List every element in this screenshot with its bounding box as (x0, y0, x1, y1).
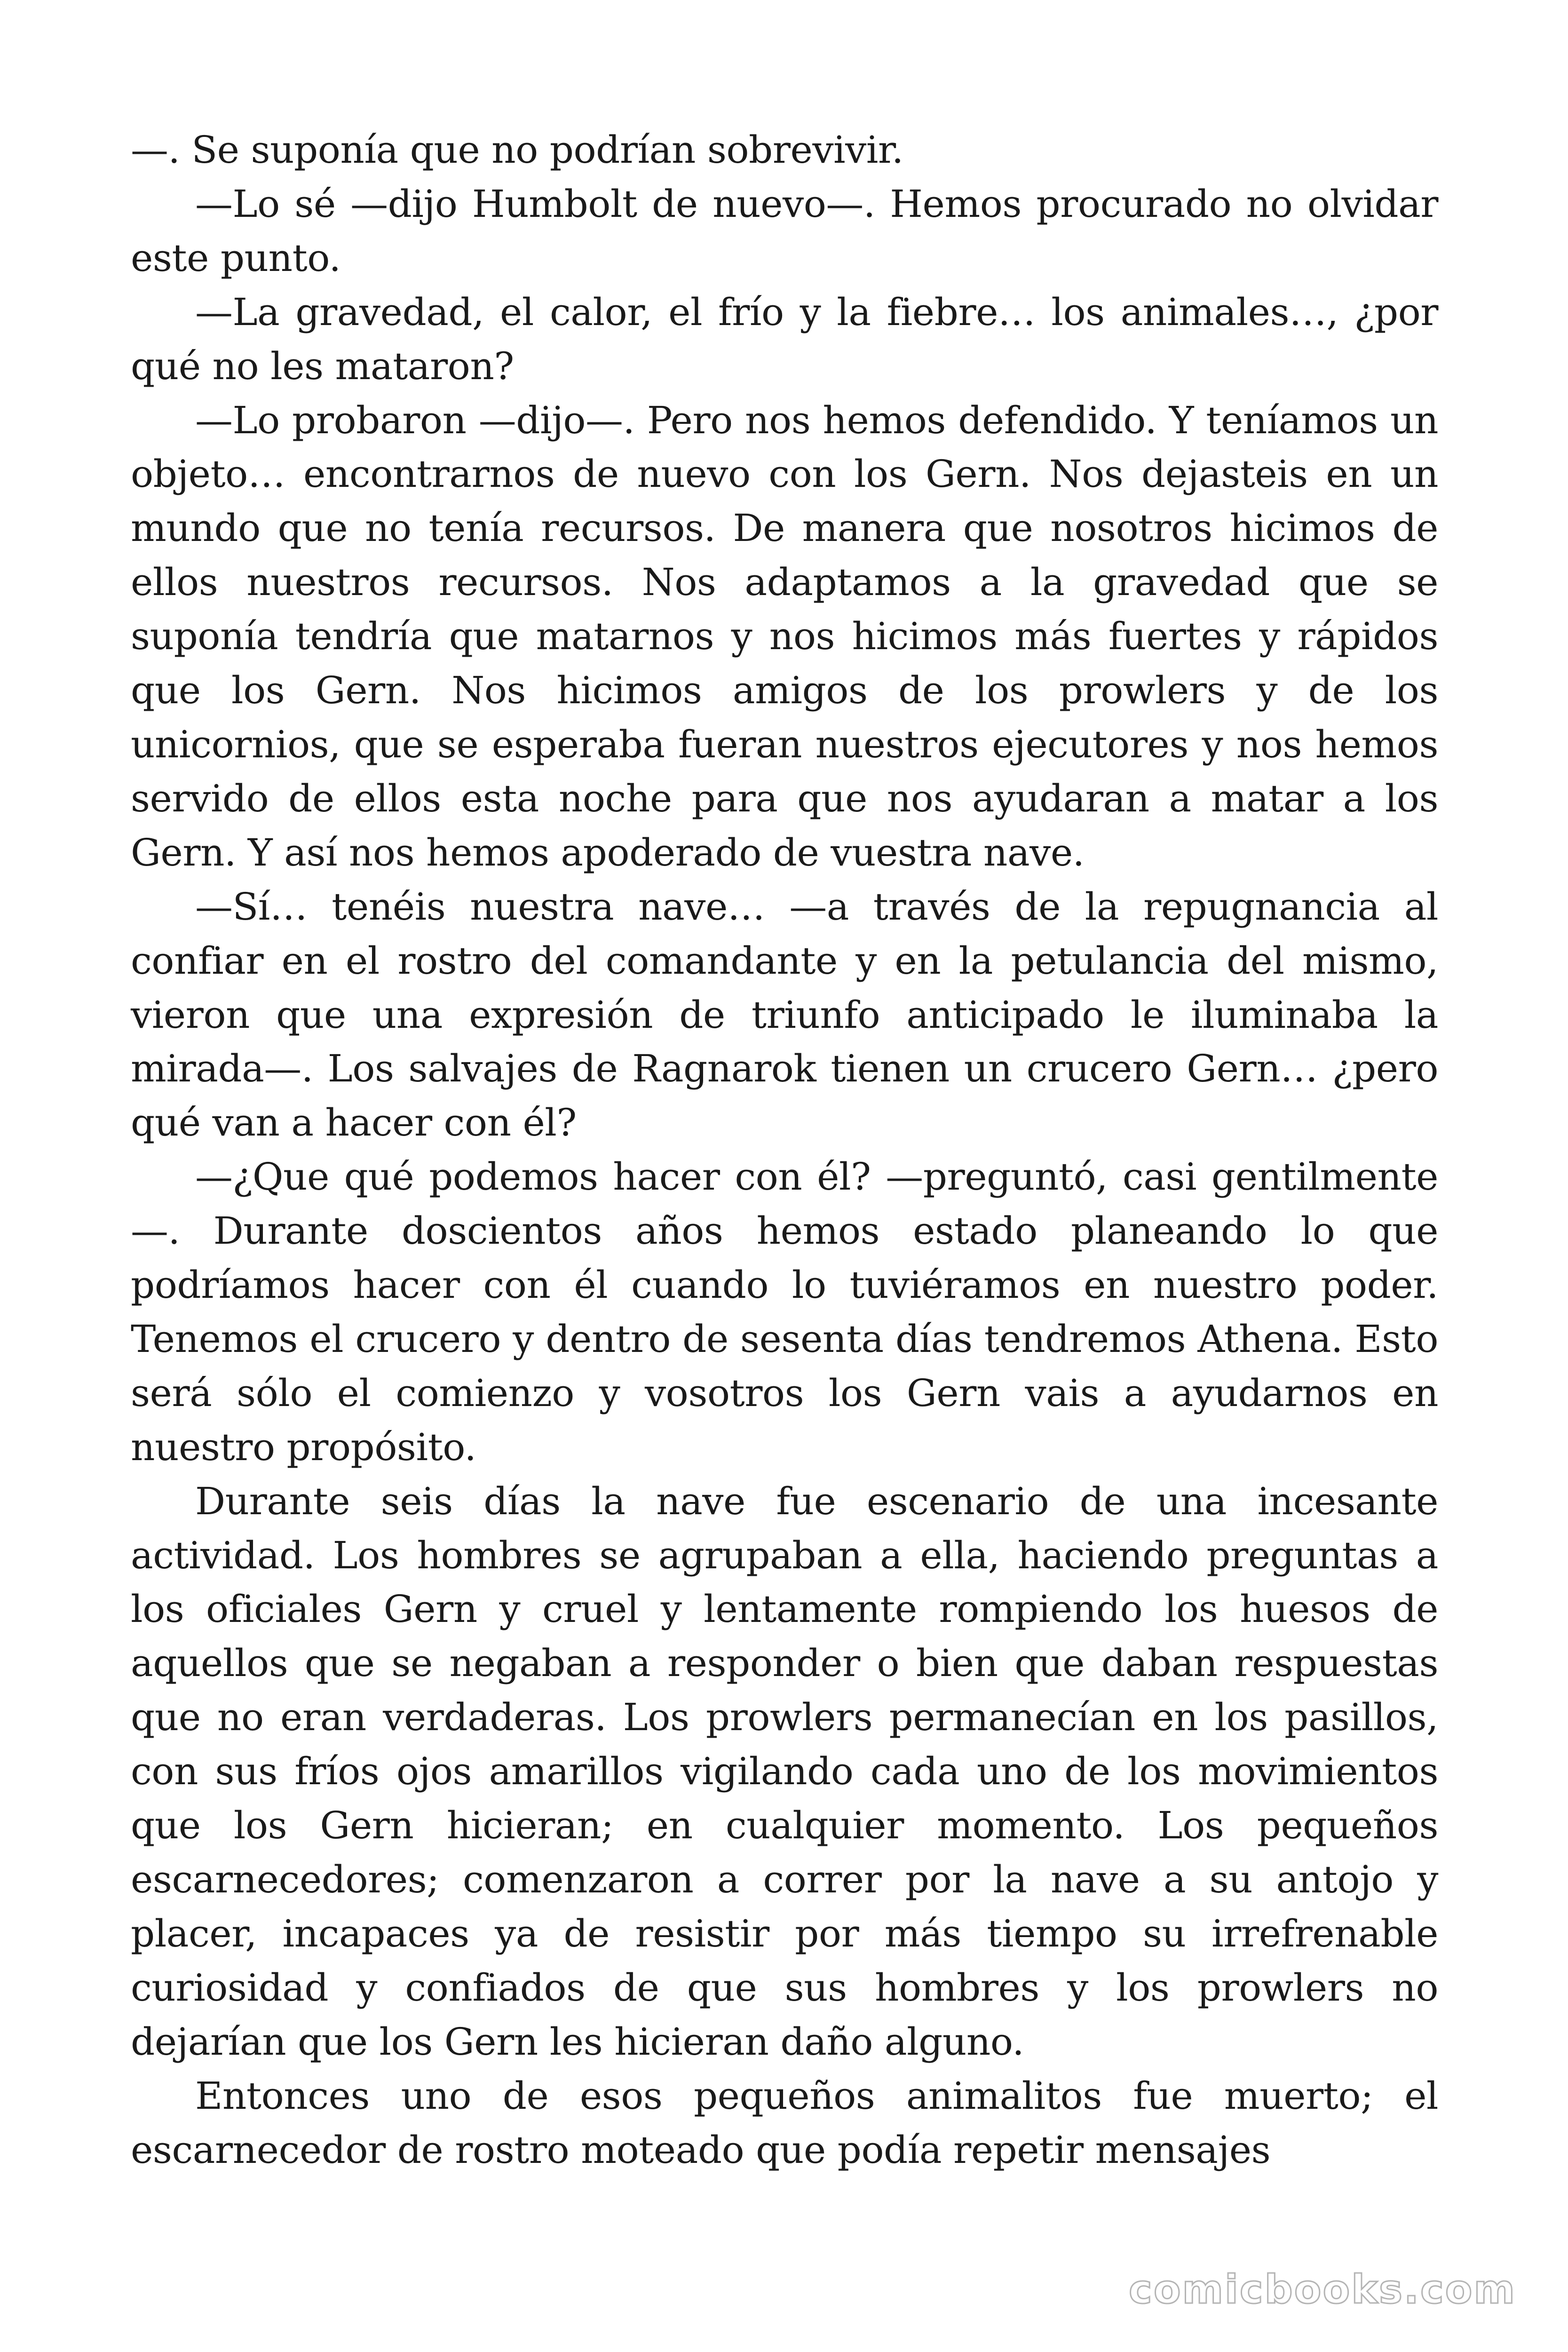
paragraph-6: —¿Que qué podemos hacer con él? —preguntó, casi gentilmente —. Durante doscientos años hemos estado planeando lo que podríamos hacer con él cuando lo tuviéramos en nuestro poder. Tenemos el crucero y dentro de sesenta días tendremos Athena. Esto será sólo el comienzo y vosotros los Gern vais a ayudarnos en nuestro propósito. (131, 1155, 1438, 1469)
paragraph-3: —La gravedad, el calor, el frío y la fiebre… los animales…, ¿por qué no les mataron? (131, 290, 1438, 388)
paragraph-7: Durante seis días la nave fue escenario de una incesante actividad. Los hombres se agrupaban a ella, haciendo preguntas a los oficiales Gern y cruel y lentamente rompiendo los huesos de aquellos que se negaban a responder o bien que daban respuestas que no eran verdaderas. Los prowlers permanecían en los pasillos, con sus fríos ojos amarillos vigilando cada uno de los movimientos que los Gern hicieran; en cualquier momento. Los pequeños escarnecedores; comenzaron a correr por la nave a su antojo y placer, incapaces ya de resistir por más tiempo su irrefrenable curiosidad y confiados de que sus hombres y los prowlers no dejarían que los Gern les hicieran daño alguno. (131, 1479, 1438, 2064)
body-text (131, 123, 1438, 2177)
watermark-logo: comicbooks.com (1129, 2266, 1516, 2312)
paragraph-2: —Lo sé —dijo Humbolt de nuevo—. Hemos procurado no olvidar este punto. (131, 182, 1438, 280)
paragraph-8: Entonces uno de esos pequeños animalitos fue muerto; el escarnecedor de rostro moteado que podía repetir mensajes (131, 2074, 1438, 2172)
paragraph-1: —. Se suponía que no podrían sobrevivir. (131, 128, 903, 172)
paragraph-4: —Lo probaron —dijo—. Pero nos hemos defendido. Y teníamos un objeto… encontrarnos de nuevo con los Gern. Nos dejasteis en un mundo que no tenía recursos. De manera que nosotros hicimos de ellos nuestros recursos. Nos adaptamos a la gravedad que se suponía tendría que matarnos y nos hicimos más fuertes y rápidos que los Gern. Nos hicimos amigos de los prowlers y de los unicornios, que se esperaba fueran nuestros ejecutores y nos hemos servido de ellos esta noche para que nos ayudaran a matar a los Gern. Y así nos hemos apoderado de vuestra nave. (131, 398, 1438, 874)
paragraph-5: —Sí… tenéis nuestra nave… —a través de la repugnancia al confiar en el rostro del comandante y en la petulancia del mismo, vieron que una expresión de triunfo anticipado le iluminaba la mirada—. Los salvajes de Ragnarok tienen un crucero Gern… ¿pero qué van a hacer con él? (131, 884, 1438, 1145)
